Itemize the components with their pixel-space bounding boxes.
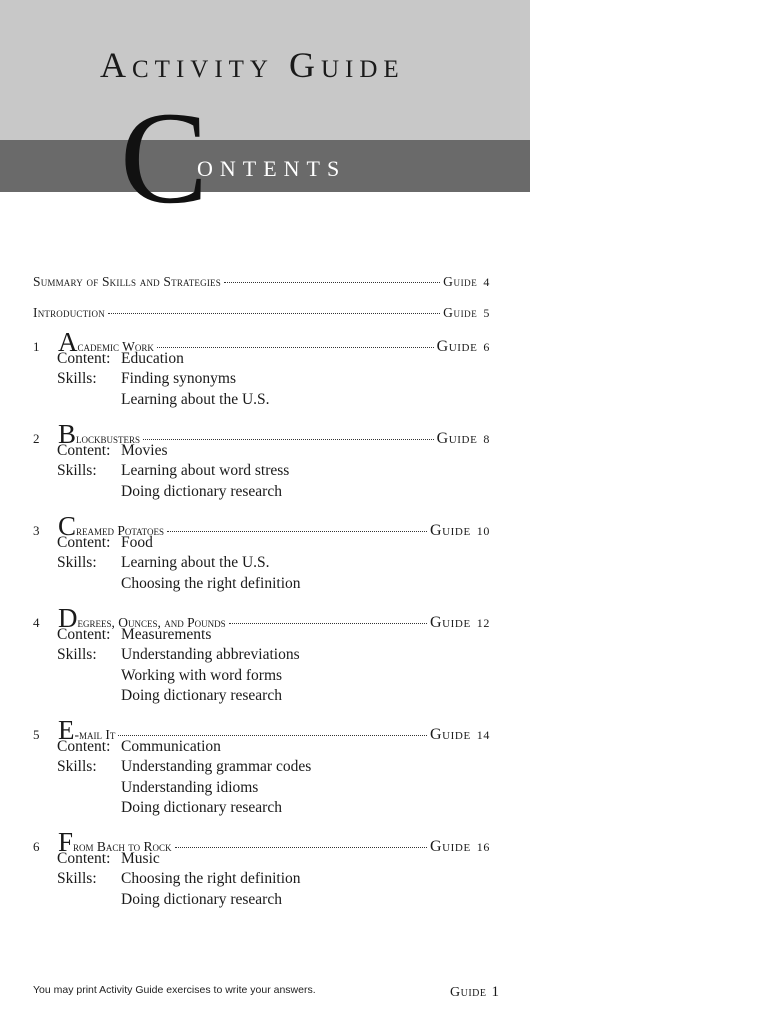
skill-item: Finding synonyms — [121, 370, 236, 388]
content-label: Content: — [57, 626, 111, 643]
contents-initial: C — [120, 84, 209, 231]
chapter-page-ref: Guide 16 — [429, 838, 490, 855]
skill-item: Learning about word stress — [121, 462, 290, 480]
chapter-title: Creamed Potatoes — [58, 511, 165, 541]
chapter-page-ref: Guide 14 — [429, 726, 490, 743]
toc-intro-page-ref: Guide 5 — [443, 305, 490, 320]
toc-summary-entry[interactable] — [33, 274, 490, 290]
toc-intro-label: Introduction — [33, 305, 105, 320]
dot-leader — [157, 347, 434, 348]
skill-item: Choosing the right definition — [121, 574, 301, 592]
chapter-details — [57, 441, 289, 502]
contents-heading: ONTENTS — [197, 156, 347, 181]
content-value: Education — [121, 350, 184, 367]
content-label: Content: — [57, 850, 111, 867]
chapter-title: E-mail It — [58, 715, 116, 745]
content-value: Movies — [121, 442, 168, 459]
chapter-number: 5 — [33, 727, 40, 742]
skills-label: Skills: — [57, 870, 97, 888]
skill-item: Understanding grammar codes — [121, 758, 312, 776]
dot-leader — [143, 439, 434, 440]
chapter-details — [57, 849, 301, 910]
skill-item: Working with word forms — [121, 666, 283, 684]
chapter-title: Blockbusters — [58, 419, 141, 449]
chapter-title: From Bach to Rock — [58, 827, 172, 857]
content-value: Food — [121, 534, 153, 551]
chapter-title: Academic Work — [58, 327, 154, 357]
skill-item: Doing dictionary research — [121, 890, 282, 908]
skill-item: Understanding idioms — [121, 778, 259, 796]
chapter-details — [57, 533, 301, 594]
content-label: Content: — [57, 350, 111, 367]
chapter-page-ref: Guide 10 — [429, 522, 490, 539]
content-value: Measurements — [121, 626, 212, 643]
skill-item: Learning about the U.S. — [121, 554, 270, 572]
chapter-number: 6 — [33, 839, 40, 854]
dot-leader — [224, 282, 440, 283]
skills-label: Skills: — [57, 646, 97, 664]
footer-page-number: Guide 1 — [450, 984, 500, 1000]
chapter-page-ref: Guide 12 — [429, 614, 490, 631]
skill-item: Learning about the U.S. — [121, 390, 270, 408]
chapter-number: 4 — [33, 615, 40, 630]
dot-leader — [118, 735, 427, 736]
skill-item: Choosing the right definition — [121, 870, 301, 888]
chapter-page-ref: Guide 6 — [436, 338, 490, 355]
chapter-details — [57, 737, 311, 818]
chapter-page-ref: Guide 8 — [436, 430, 490, 447]
content-label: Content: — [57, 442, 111, 459]
toc-summary-label: Summary of Skills and Strategies — [33, 274, 221, 289]
chapter-number: 1 — [33, 339, 40, 354]
chapter-details — [57, 349, 270, 410]
skill-item: Doing dictionary research — [121, 798, 282, 816]
chapter-number: 2 — [33, 431, 40, 446]
toc-intro-entry[interactable] — [33, 305, 490, 321]
content-value: Music — [121, 850, 160, 867]
guide-title: Activity Guide — [100, 45, 405, 85]
content-label: Content: — [57, 738, 111, 755]
content-value: Communication — [121, 738, 221, 755]
content-label: Content: — [57, 534, 111, 551]
skill-item: Doing dictionary research — [121, 686, 282, 704]
dot-leader — [229, 623, 427, 624]
footer-note: You may print Activity Guide exercises to write your answers. — [33, 984, 316, 996]
skills-label: Skills: — [57, 758, 97, 776]
skills-label: Skills: — [57, 462, 97, 480]
chapter-title: Degrees, Ounces, and Pounds — [58, 603, 226, 633]
dot-leader — [108, 313, 440, 314]
chapter-number: 3 — [33, 523, 40, 538]
skill-item: Doing dictionary research — [121, 482, 282, 500]
chapter-details — [57, 625, 300, 706]
skills-label: Skills: — [57, 370, 97, 388]
skill-item: Understanding abbreviations — [121, 646, 300, 664]
dot-leader — [175, 847, 427, 848]
toc-summary-page-ref: Guide 4 — [443, 274, 490, 289]
skills-label: Skills: — [57, 554, 97, 572]
dot-leader — [167, 531, 427, 532]
